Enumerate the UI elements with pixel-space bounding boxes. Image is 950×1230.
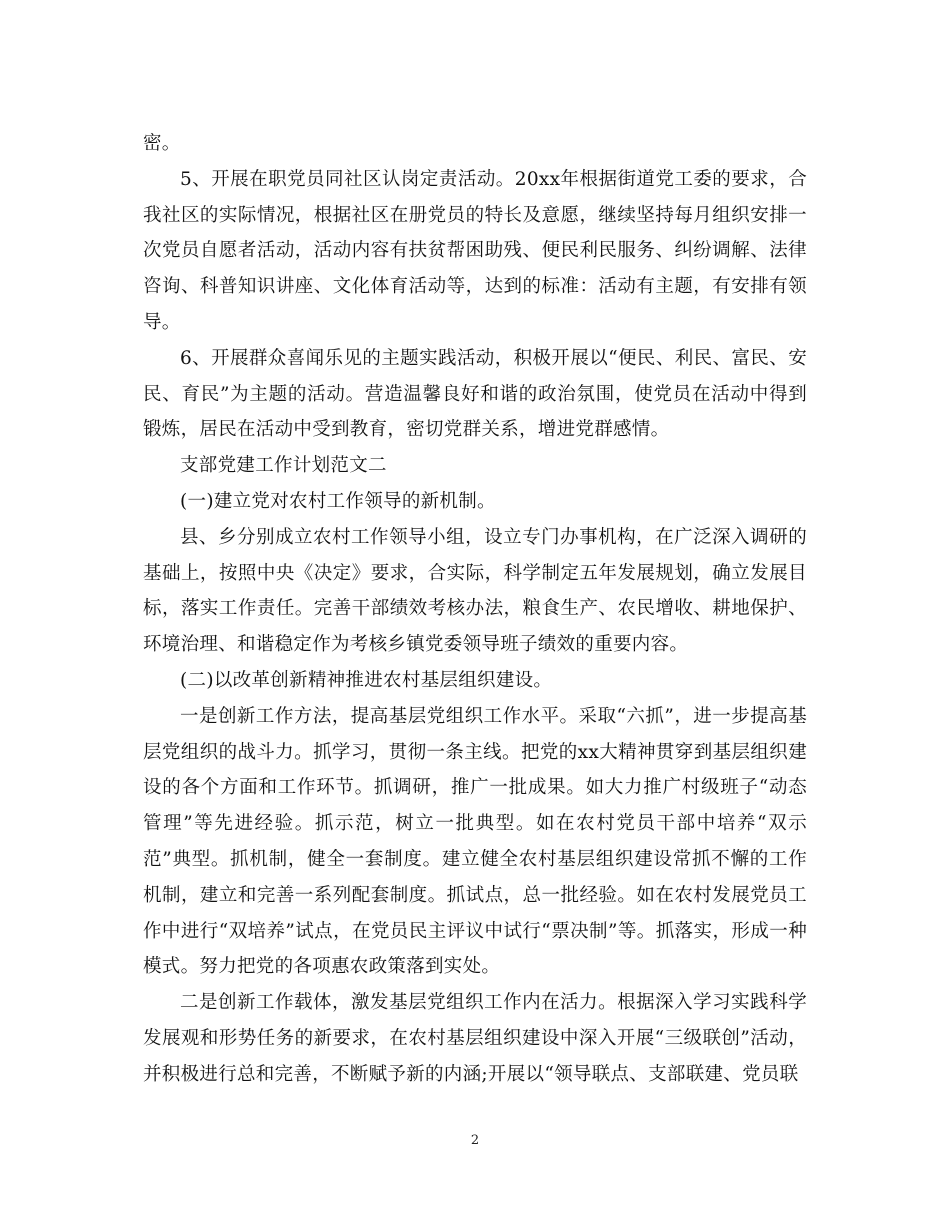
paragraph-item-5: 5、开展在职党员同社区认岗定责活动。20xx年根据街道党工委的要求，合我社区的实际情况，根据社区在册党员的特长及意愿，继续坚持每月组织安排一次党员自愿者活动，活动内容有扶贫帮困助残、便民利民服务、纠纷调解、法律咨询、科普知识讲座、文化体育活动等，达到的标准：活动有主题，有安排有领导。 — [143, 168, 807, 333]
paragraph-continuation: 密。 — [143, 133, 181, 154]
subheading-two: (二)以改革创新精神推进农村基层组织建设。 — [180, 669, 553, 691]
paragraph-method: 一是创新工作方法，提高基层党组织工作水平。采取“六抓”，进一步提高基层党组织的战斗力。抓学习，贯彻一条主线。把党的xx大精神贯穿到基层组织建设的各个方面和工作环节。抓调研，推广一批成果。如大力推广村级班子“动态管理”等先进经验。抓示范，树立一批典型。如在农村党员干部中培养“双示范”典型。抓机制，健全一套制度。建立健全农村基层组织建设常抓不懈的工作机制，建立和完善一系列配套制度。抓试点，总一批经验。如在农村发展党员工作中进行“双培养”试点，在党员民主评议中试行“票决制”等。抓落实，形成一种模式。努力把党的各项惠农政策落到实处。 — [143, 705, 807, 978]
document-body — [143, 126, 807, 1093]
subheading-one: (一)建立党对农村工作领导的新机制。 — [180, 490, 496, 512]
page-number: 2 — [470, 1133, 480, 1148]
paragraph-item-6: 6、开展群众喜闻乐见的主题实践活动，积极开展以“便民、利民、富民、安民、育民”为主题的活动。营造温馨良好和谐的政治氛围，使党员在活动中得到锻炼，居民在活动中受到教育，密切党群关系，增进党群感情。 — [143, 347, 807, 441]
paragraph-carrier: 二是创新工作载体，激发基层党组织工作内在活力。根据深入学习实践科学发展观和形势任务的新要求，在农村基层组织建设中深入开展“三级联创”活动，并积极进行总和完善，不断赋予新的内涵;开展以“领导联点、支部联建、党员联 — [143, 992, 807, 1085]
paragraph-mechanism: 县、乡分别成立农村工作领导小组，设立专门办事机构，在广泛深入调研的基础上，按照中央《决定》要求，合实际，科学制定五年发展规划，确立发展目标，落实工作责任。完善干部绩效考核办法，粮食生产、农民增收、耕地保护、环境治理、和谐稳定作为考核乡镇党委领导班子绩效的重要内容。 — [143, 526, 807, 656]
section-heading: 支部党建工作计划范文二 — [180, 455, 387, 477]
